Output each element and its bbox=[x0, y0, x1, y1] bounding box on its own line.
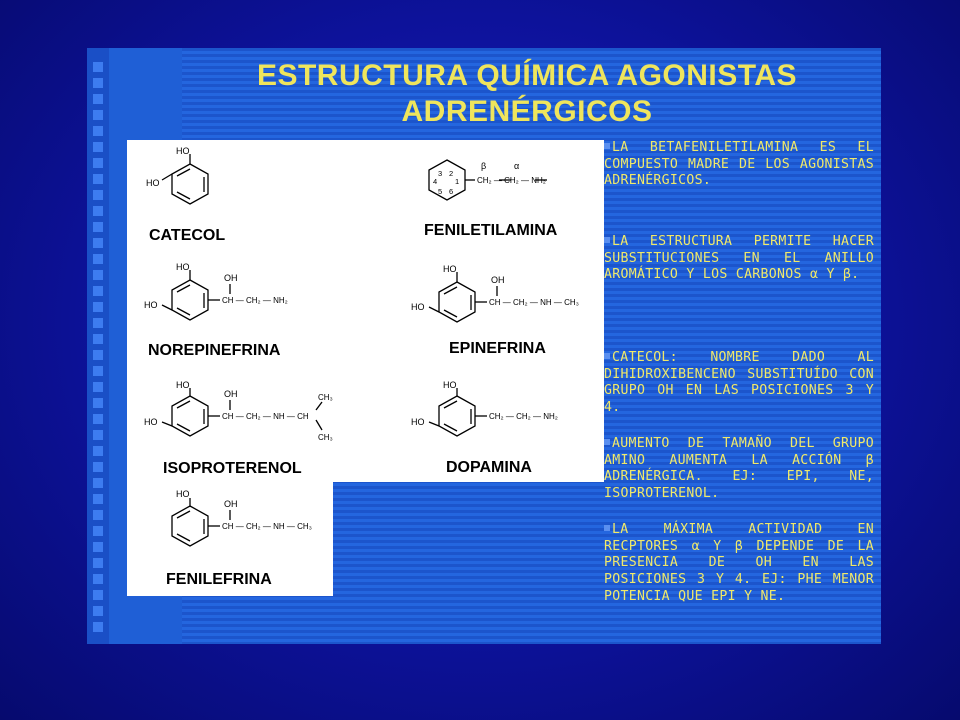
title-line-2: ADRENÉRGICOS bbox=[401, 95, 653, 128]
catecol-label: CATECOL bbox=[149, 227, 226, 244]
bullet-text-3: CATECOL: NOMBRE DADO AL DIHIDROXIBENCENO SUBSTITUÍDO CON GRUPO OH EN LAS POSICIONES 3 Y 4. bbox=[604, 350, 874, 416]
catecol-oh-top: HO bbox=[176, 146, 190, 156]
bullet-item-5 bbox=[604, 522, 874, 606]
bullet-marker bbox=[604, 143, 610, 149]
ring-number-5: 5 bbox=[438, 187, 443, 196]
bullet-item-2 bbox=[604, 234, 874, 284]
dopamina-oh-top: HO bbox=[443, 380, 457, 390]
slide-title bbox=[207, 58, 847, 130]
dopamina-diagram bbox=[399, 378, 604, 458]
catecol-diagram bbox=[132, 142, 262, 232]
fenilefrina-structure bbox=[132, 484, 332, 572]
fenilefrina-oh-top: HO bbox=[176, 489, 190, 499]
feniletilamina-chain: CH₂ — CH₂ — NH₂ bbox=[477, 176, 546, 185]
norepinefrina-structure bbox=[132, 258, 332, 348]
epinefrina-label: EPINEFRINA bbox=[449, 340, 546, 357]
left-decorative-band bbox=[87, 48, 109, 644]
title-line-1: ESTRUCTURA QUÍMICA AGONISTAS bbox=[256, 59, 798, 92]
epinefrina-structure bbox=[399, 260, 604, 350]
ring-number-3: 3 bbox=[438, 169, 443, 178]
isoproterenol-chain: CH — CH₂ — NH — CH bbox=[222, 412, 309, 421]
catecol-structure bbox=[132, 142, 262, 232]
norepinefrina-label: NOREPINEFRINA bbox=[148, 342, 281, 359]
fenilefrina-diagram bbox=[132, 484, 332, 572]
alpha-carbon-label: α bbox=[514, 161, 520, 171]
ring-number-6: 6 bbox=[449, 187, 454, 196]
norepinefrina-oh-left: HO bbox=[144, 300, 158, 310]
feniletilamina-label: FENILETILAMINA bbox=[424, 222, 558, 239]
epinefrina-oh-chain: OH bbox=[491, 275, 505, 285]
ring-number-4: 4 bbox=[433, 177, 438, 186]
fenilefrina-label: FENILEFRINA bbox=[166, 571, 272, 588]
catecol-oh-left: HO bbox=[146, 178, 160, 188]
dopamina-oh-left: HO bbox=[411, 417, 425, 427]
dopamina-chain: CH₂ — CH₂ — NH₂ bbox=[489, 412, 558, 421]
norepinefrina-diagram bbox=[132, 258, 332, 348]
epinefrina-diagram bbox=[399, 260, 604, 350]
bullet-text-4: AUMENTO DE TAMAÑO DEL GRUPO AMINO AUMENTA LA ACCIÓN β ADRENÉRGICA. EJ: EPI, NE, ISOPROTERENOL. bbox=[604, 436, 874, 502]
ring-number-1: 1 bbox=[455, 177, 460, 186]
isoproterenol-oh-left: HO bbox=[144, 417, 158, 427]
epinefrina-oh-left: HO bbox=[411, 302, 425, 312]
isoproterenol-structure bbox=[132, 378, 362, 464]
bullet-text-1: LA BETAFENILETILAMINA ES EL COMPUESTO MADRE DE LOS AGONISTAS ADRENÉRGICOS. bbox=[604, 140, 874, 189]
bullet-marker bbox=[604, 353, 610, 359]
epinefrina-chain: CH — CH₂ — NH — CH₃ bbox=[489, 298, 579, 307]
isoproterenol-ch3-top: CH₃ bbox=[318, 393, 333, 402]
bullet-marker bbox=[604, 525, 610, 531]
dopamina-label: DOPAMINA bbox=[446, 459, 532, 476]
norepinefrina-oh-top: HO bbox=[176, 262, 190, 272]
slide-panel bbox=[87, 48, 881, 644]
isoproterenol-ch3-bottom: CH₃ bbox=[318, 433, 333, 442]
bullet-item-1 bbox=[604, 140, 874, 190]
bullet-text-2: LA ESTRUCTURA PERMITE HACER SUBSTITUCIONES EN EL ANILLO AROMÁTICO Y LOS CARBONOS α Y β. bbox=[604, 234, 874, 283]
isoproterenol-oh-top: HO bbox=[176, 380, 190, 390]
feniletilamina-structure bbox=[417, 154, 587, 224]
beta-carbon-label: β bbox=[481, 161, 487, 171]
isoproterenol-diagram bbox=[132, 378, 362, 464]
norepinefrina-oh-chain: OH bbox=[224, 273, 238, 283]
fenilefrina-chain: CH — CH₂ — NH — CH₃ bbox=[222, 522, 312, 531]
fenilefrina-oh-chain: OH bbox=[224, 499, 238, 509]
dopamina-structure bbox=[399, 378, 604, 458]
bullet-marker bbox=[604, 237, 610, 243]
isoproterenol-label: ISOPROTERENOL bbox=[163, 460, 302, 477]
feniletilamina-diagram bbox=[417, 154, 587, 224]
isoproterenol-oh-chain: OH bbox=[224, 389, 238, 399]
bullet-text-5: LA MÁXIMA ACTIVIDAD EN RECPTORES α Y β DEPENDE DE LA PRESENCIA DE OH EN LAS POSICIONES 3 Y 4. EJ: PHE MENOR POTENCIA QUE EPI Y NE. bbox=[604, 522, 874, 604]
bullet-marker bbox=[604, 439, 610, 445]
bullet-item-3 bbox=[604, 350, 874, 417]
bullet-item-4 bbox=[604, 436, 874, 503]
norepinefrina-chain: CH — CH₂ — NH₂ bbox=[222, 296, 288, 305]
epinefrina-oh-top: HO bbox=[443, 264, 457, 274]
ring-number-2: 2 bbox=[449, 169, 454, 178]
